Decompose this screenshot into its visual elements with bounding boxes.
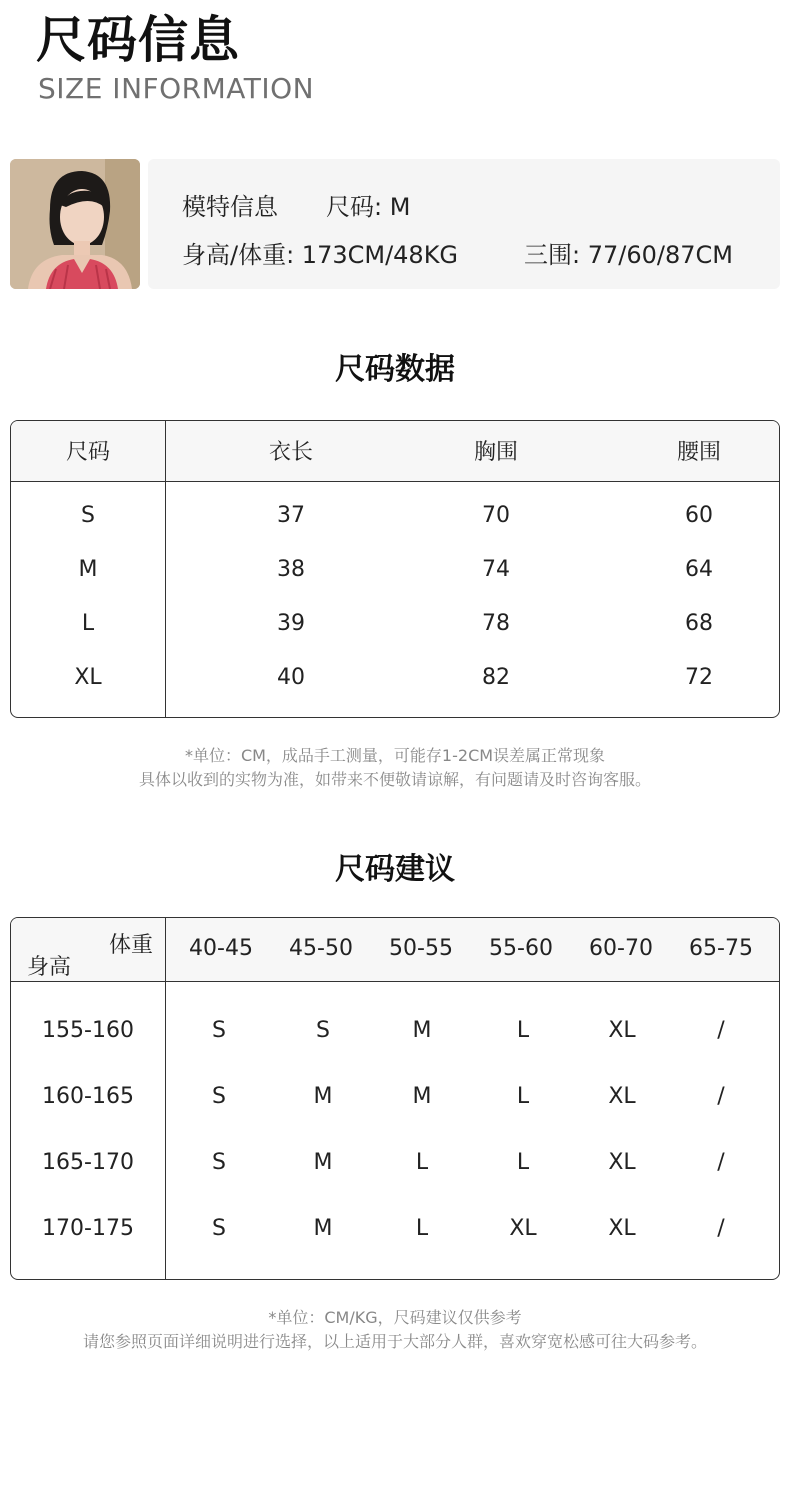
header-size: 尺码 (65, 440, 110, 465)
note-line: *单位：CM/KG，尺码建议仅供参考 (268, 1308, 522, 1327)
note-line: *单位：CM，成品手工测量，可能存1-2CM误差属正常现象 (184, 746, 606, 765)
weight-header: 60-70 (589, 936, 653, 961)
size-cell: M (313, 1084, 333, 1109)
model-portrait-illustration (10, 159, 140, 289)
length-cell: 38 (277, 557, 305, 582)
page-title: 尺码信息 (36, 11, 240, 69)
length-cell: 40 (277, 665, 305, 690)
model-height-weight: 身高/体重: 173CM/48KG (182, 241, 459, 269)
size-cell: XL (608, 1018, 636, 1043)
weight-header: 50-55 (389, 936, 453, 961)
size-cell: XL (608, 1150, 636, 1175)
length-cell: 37 (277, 503, 305, 528)
size-cell: L (516, 1018, 530, 1043)
header-bust: 胸围 (473, 440, 518, 465)
size-advice-table (10, 917, 780, 1280)
size-cell: XL (509, 1216, 537, 1241)
size-data-table (10, 420, 780, 718)
size-cell: XL (608, 1084, 636, 1109)
size-cell: XL (608, 1216, 636, 1241)
column-divider (165, 918, 166, 1279)
header-length: 衣长 (268, 440, 313, 465)
waist-cell: 72 (685, 665, 713, 690)
size-cell: M (412, 1018, 432, 1043)
size-data-title: 尺码数据 (335, 352, 455, 387)
weight-header: 40-45 (189, 936, 253, 961)
size-cell: S (212, 1018, 226, 1043)
size-data-header (11, 421, 779, 482)
weight-header: 45-50 (289, 936, 353, 961)
size-cell: L (415, 1150, 429, 1175)
size-cell: S (212, 1084, 226, 1109)
size-cell: L (516, 1150, 530, 1175)
size-cell: S (81, 503, 95, 528)
size-cell: / (717, 1084, 725, 1109)
size-advice-title: 尺码建议 (335, 852, 455, 887)
bust-cell: 70 (482, 503, 510, 528)
size-cell: S (316, 1018, 330, 1043)
size-cell: L (516, 1084, 530, 1109)
size-cell: M (313, 1150, 333, 1175)
column-divider (165, 421, 166, 717)
size-cell: M (313, 1216, 333, 1241)
size-cell: M (78, 557, 98, 582)
size-cell: M (412, 1084, 432, 1109)
page-subtitle: SIZE INFORMATION (38, 72, 315, 105)
model-info-card (148, 159, 780, 289)
bust-cell: 78 (482, 611, 510, 636)
bust-cell: 74 (482, 557, 510, 582)
size-cell: / (717, 1150, 725, 1175)
waist-cell: 68 (685, 611, 713, 636)
corner-weight-label: 体重 (108, 933, 153, 958)
header-waist: 腰围 (676, 440, 721, 465)
size-cell: S (212, 1216, 226, 1241)
size-cell: XL (74, 665, 102, 690)
bust-cell: 82 (482, 665, 510, 690)
note-line: 具体以收到的实物为准，如带来不便敬请谅解，有问题请及时咨询客服。 (138, 770, 651, 789)
weight-header: 65-75 (689, 936, 753, 961)
size-cell: L (415, 1216, 429, 1241)
size-cell: L (81, 611, 95, 636)
height-cell: 160-165 (42, 1084, 134, 1109)
weight-header: 55-60 (489, 936, 553, 961)
corner-height-label: 身高 (26, 955, 71, 980)
model-measurements: 三围: 77/60/87CM (524, 241, 733, 269)
waist-cell: 64 (685, 557, 713, 582)
model-size: 尺码: M (326, 193, 411, 221)
model-photo (10, 159, 140, 289)
size-data-note (0, 744, 790, 792)
size-cell: / (717, 1216, 725, 1241)
height-cell: 170-175 (42, 1216, 134, 1241)
note-line: 请您参照页面详细说明进行选择，以上适用于大部分人群，喜欢穿宽松感可往大码参考。 (82, 1332, 707, 1351)
size-cell: / (717, 1018, 725, 1043)
size-cell: S (212, 1150, 226, 1175)
height-cell: 155-160 (42, 1018, 134, 1043)
length-cell: 39 (277, 611, 305, 636)
size-advice-header (11, 918, 779, 982)
waist-cell: 60 (685, 503, 713, 528)
model-info-label: 模特信息 (182, 193, 278, 221)
size-advice-note (0, 1306, 790, 1354)
height-cell: 165-170 (42, 1150, 134, 1175)
